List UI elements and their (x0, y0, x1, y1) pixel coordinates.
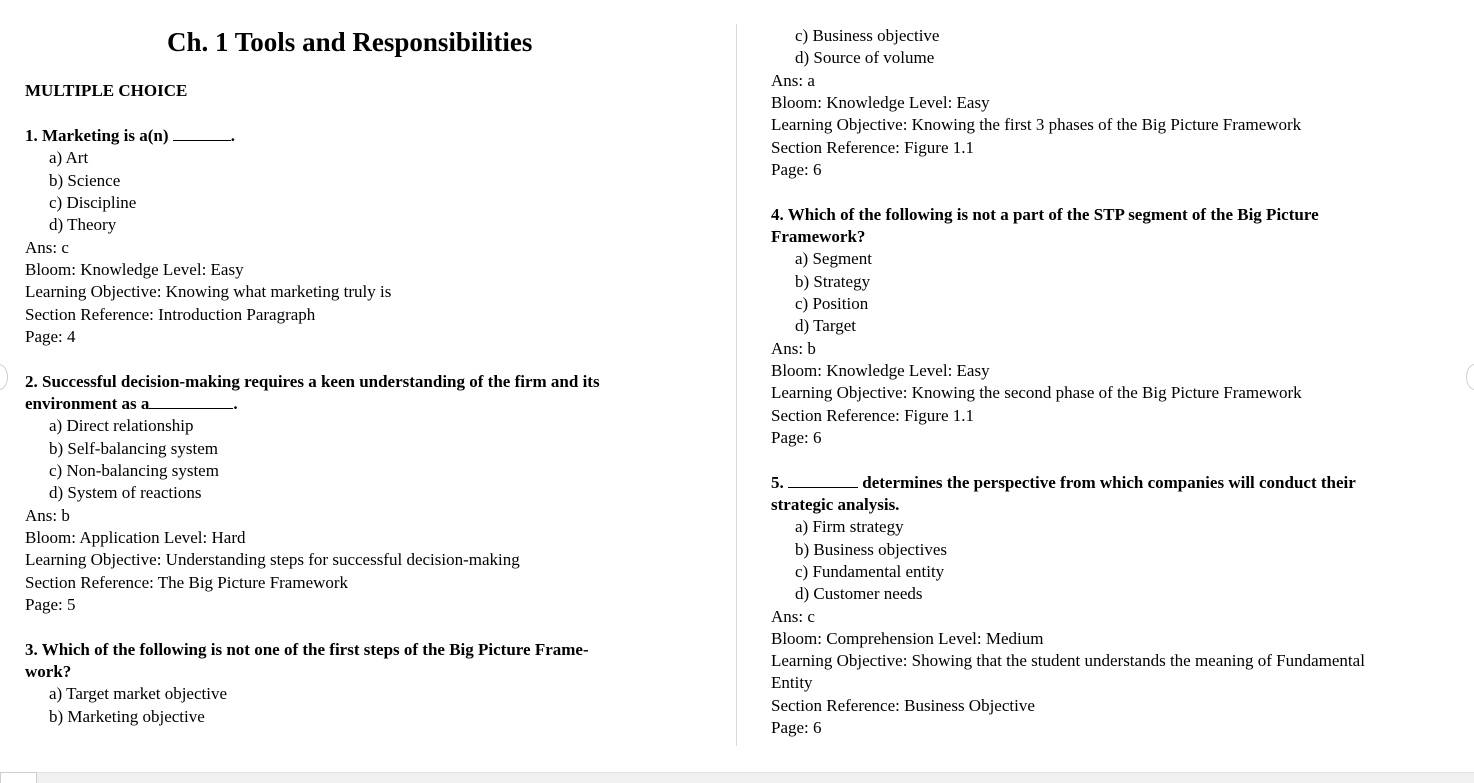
question-1-bloom: Bloom: Knowledge Level: Easy (25, 260, 244, 279)
question-1-section: Section Reference: Introduction Paragraph (25, 305, 316, 324)
question-text: Marketing is a(n) (42, 126, 169, 145)
question-5-option-a: a) Firm strategy (795, 517, 904, 536)
question-2-option-a: a) Direct relationship (49, 416, 194, 435)
question-3-option-b: b) Marketing objective (49, 707, 205, 726)
question-5-objective-line2: Entity (771, 673, 813, 692)
prev-page-handle[interactable] (0, 364, 8, 390)
question-1-answer: Ans: c (25, 238, 69, 257)
question-1-option-b: b) Science (49, 171, 121, 190)
column-divider (736, 24, 737, 746)
next-page-handle[interactable] (1466, 364, 1474, 390)
horizontal-scrollbar[interactable] (0, 772, 1474, 783)
question-2-section: Section Reference: The Big Picture Framework (25, 573, 349, 592)
question-3-answer: Ans: a (771, 71, 815, 90)
question-3-bloom: Bloom: Knowledge Level: Easy (771, 93, 990, 112)
question-4-bloom: Bloom: Knowledge Level: Easy (771, 361, 990, 380)
question-4-option-a: a) Segment (795, 249, 872, 268)
question-5-page: Page: 6 (771, 718, 822, 737)
question-5-option-b: b) Business objectives (795, 540, 948, 559)
question-4-section: Section Reference: Figure 1.1 (771, 406, 974, 425)
question-5-option-c: c) Fundamental entity (795, 562, 945, 581)
question-3-objective: Learning Objective: Knowing the first 3 phases of the Big Picture Framework (771, 115, 1302, 134)
question-5-bloom: Bloom: Comprehension Level: Medium (771, 629, 1044, 648)
question-4-objective: Learning Objective: Knowing the second phase of the Big Picture Framework (771, 383, 1302, 402)
question-text-end: . (230, 126, 236, 145)
question-3-option-d: d) Source of volume (795, 48, 935, 67)
question-5-section: Section Reference: Business Objective (771, 696, 1035, 715)
question-2-bloom: Bloom: Application Level: Hard (25, 528, 246, 547)
question-4-answer: Ans: b (771, 339, 816, 358)
question-4-option-c: c) Position (795, 294, 869, 313)
question-1-stem (25, 125, 235, 147)
question-text: determines the perspective from which companies will conduct their (862, 473, 1356, 492)
question-2-answer: Ans: b (25, 506, 70, 525)
question-2-stem-line2 (25, 393, 238, 415)
question-number: 1. (25, 126, 38, 145)
question-4-option-b: b) Strategy (795, 272, 871, 291)
question-text: Successful decision-making requires a keen understanding of the firm and its (42, 372, 600, 391)
question-4-stem-line2: Framework? (771, 227, 866, 246)
question-4-option-d: d) Target (795, 316, 856, 335)
question-4-page: Page: 6 (771, 428, 822, 447)
question-3-option-c: c) Business objective (795, 26, 940, 45)
question-2-option-c: c) Non-balancing system (49, 461, 219, 480)
question-1-option-d: d) Theory (49, 215, 117, 234)
question-1-option-c: c) Discipline (49, 193, 137, 212)
question-text-end: . (233, 394, 238, 413)
question-text: environment as a (25, 394, 150, 413)
question-2-option-d: d) System of reactions (49, 483, 202, 502)
question-5-stem-line2: strategic analysis. (771, 495, 900, 514)
question-5-objective-line1: Learning Objective: Showing that the student understands the meaning of Fundamental (771, 651, 1365, 670)
answer-blank (149, 394, 233, 409)
section-heading: MULTIPLE CHOICE (25, 81, 188, 100)
question-number: 3. (25, 640, 38, 659)
question-5-answer: Ans: c (771, 607, 815, 626)
question-text: Which of the following is not a part of the STP segment of the Big Picture (787, 205, 1319, 224)
question-3-stem-line1 (25, 639, 589, 661)
question-3-option-a: a) Target market objective (49, 684, 228, 703)
question-2-page: Page: 5 (25, 595, 76, 614)
question-1-objective: Learning Objective: Knowing what marketing truly is (25, 282, 392, 301)
question-1-page: Page: 4 (25, 327, 76, 346)
question-5-stem-line1 (771, 472, 1356, 494)
question-3-stem-line2: work? (25, 662, 72, 681)
question-2-objective: Learning Objective: Understanding steps for successful decision-making (25, 550, 520, 569)
answer-blank (788, 473, 858, 488)
question-1-option-a: a) Art (49, 148, 89, 167)
question-number: 4. (771, 205, 784, 224)
question-2-stem-line1 (25, 371, 600, 393)
document-title: Ch. 1 Tools and Responsibilities (167, 27, 533, 57)
question-number: 2. (25, 372, 38, 391)
question-4-stem-line1 (771, 204, 1319, 226)
question-3-page: Page: 6 (771, 160, 822, 179)
question-3-section: Section Reference: Figure 1.1 (771, 138, 974, 157)
question-2-option-b: b) Self-balancing system (49, 439, 219, 458)
question-number: 5. (771, 473, 784, 492)
answer-blank (173, 126, 231, 141)
scrollbar-thumb[interactable] (0, 772, 37, 783)
question-text: Which of the following is not one of the first steps of the Big Picture Frame- (41, 640, 589, 659)
question-5-option-d: d) Customer needs (795, 584, 923, 603)
